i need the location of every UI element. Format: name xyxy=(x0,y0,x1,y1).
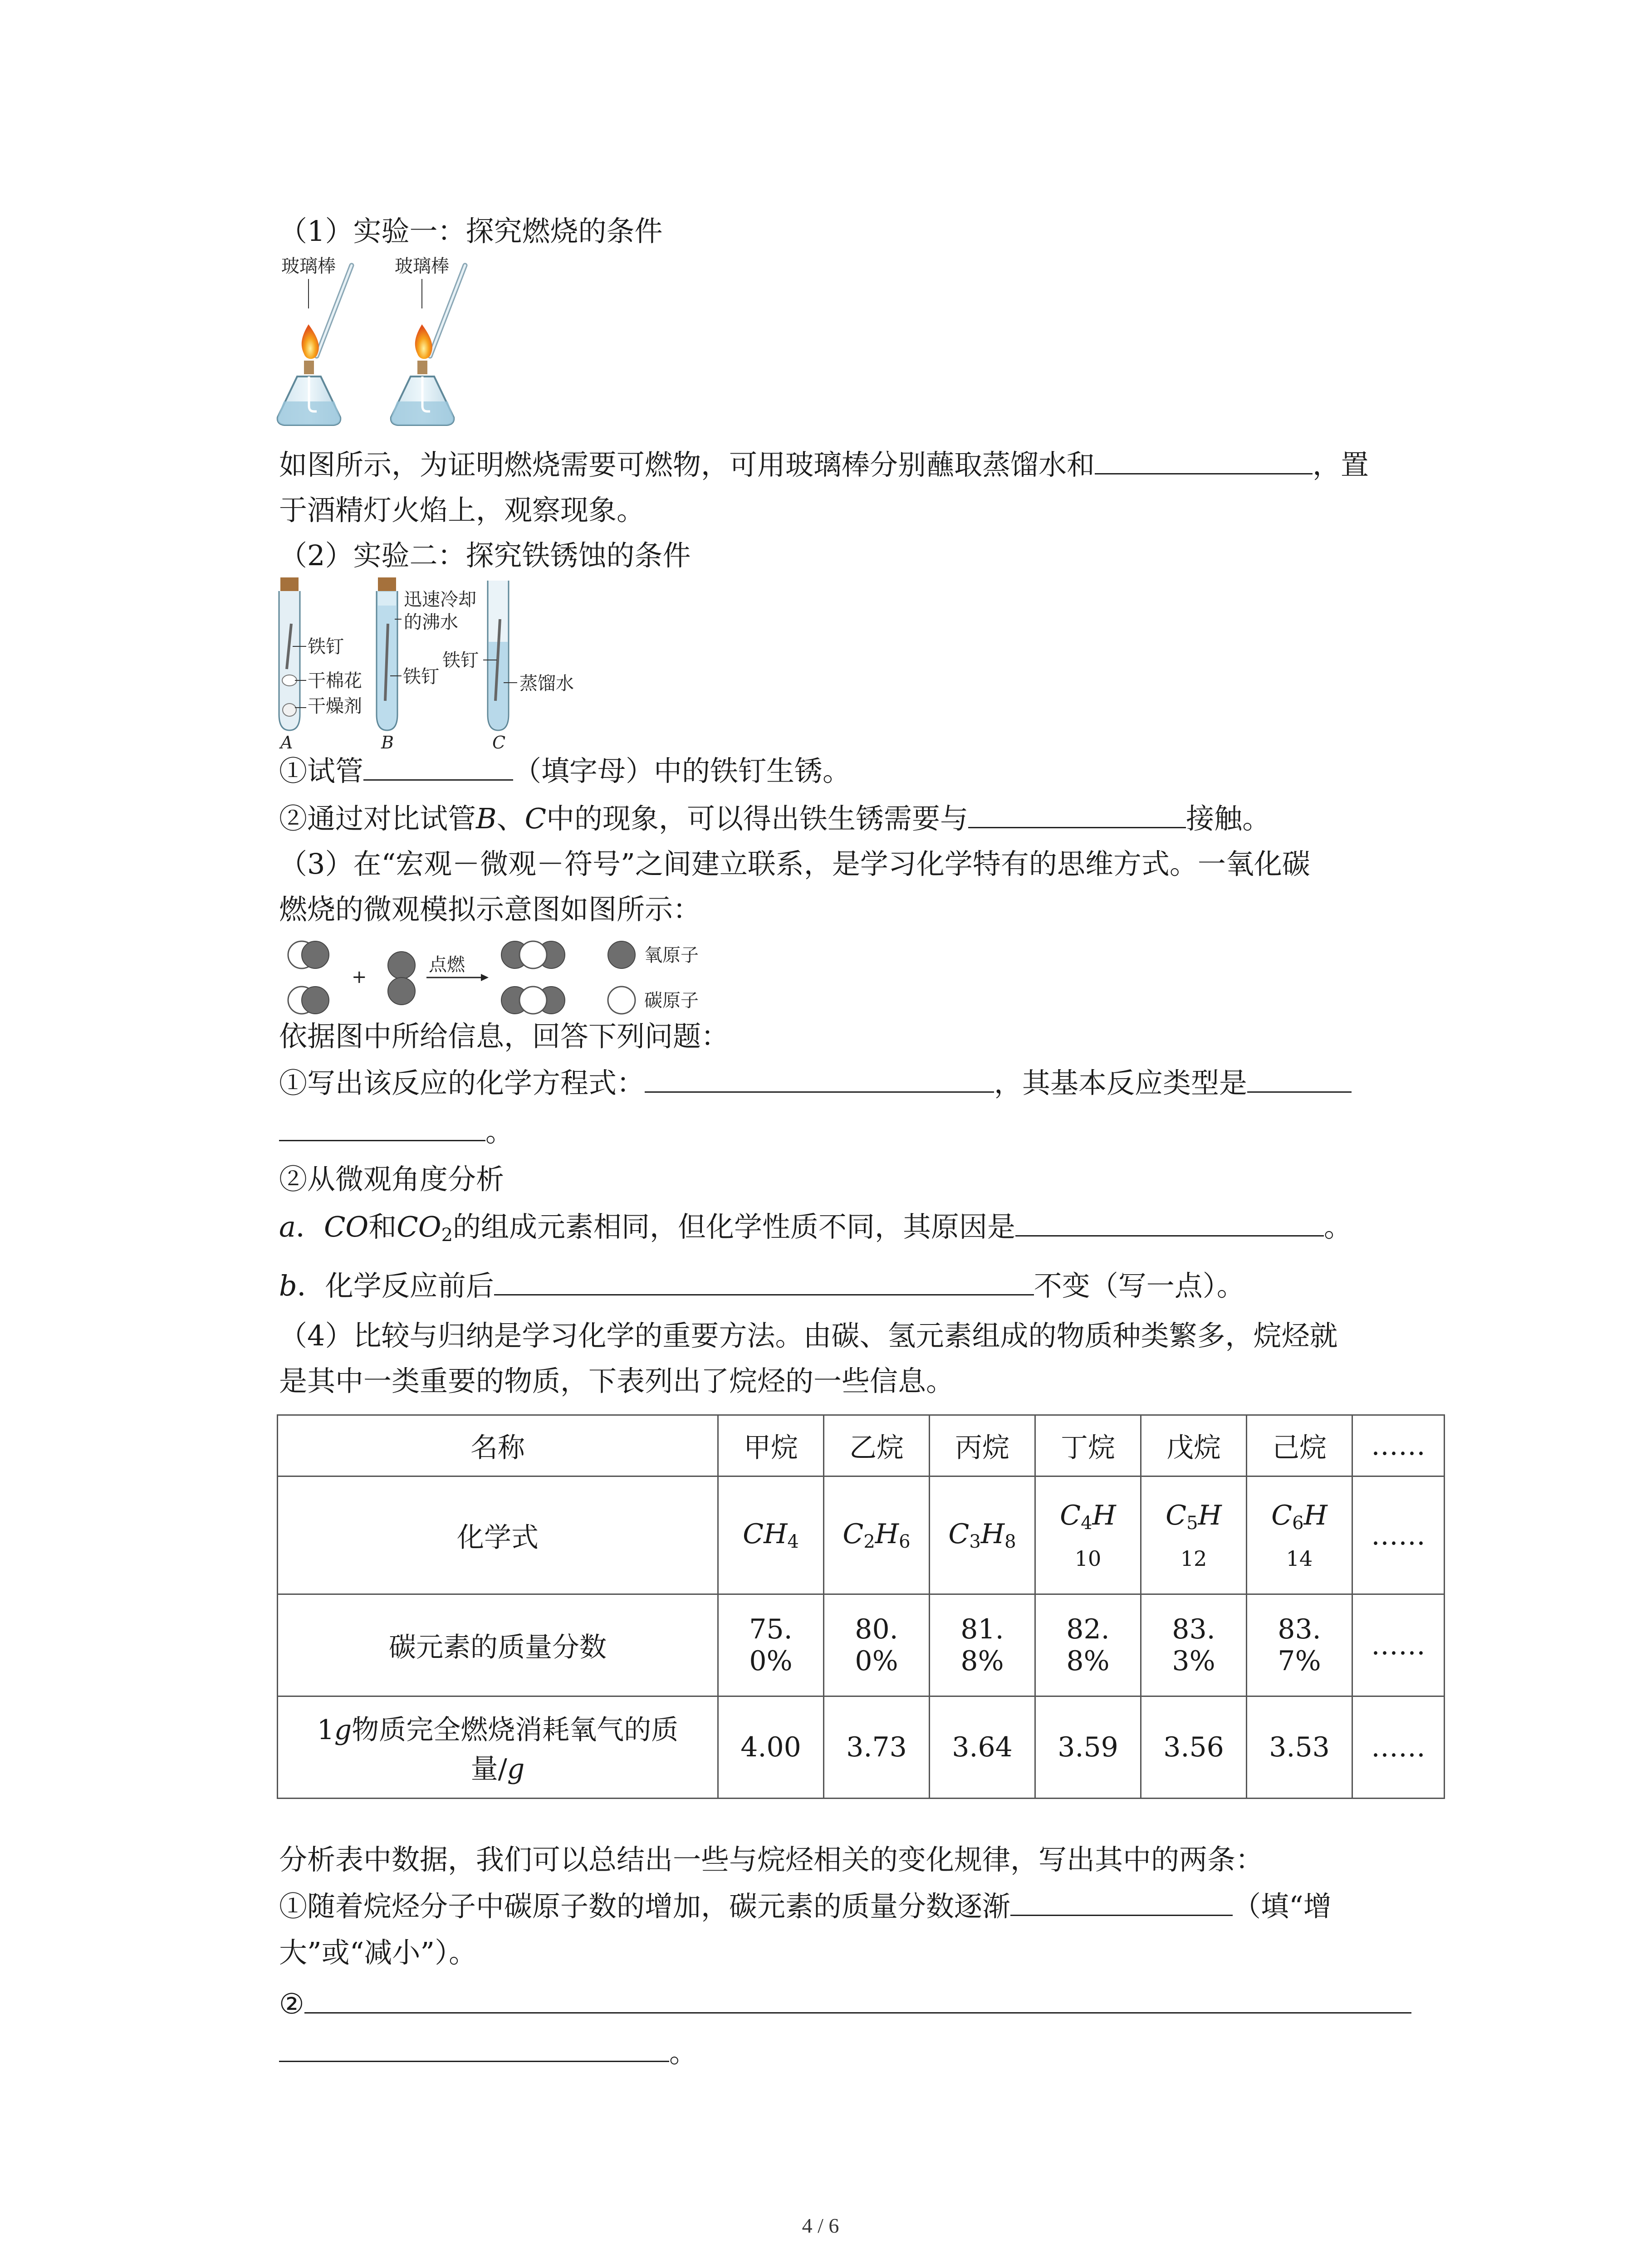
figure-alcohol-lamps xyxy=(272,252,508,442)
q4-rule-2-cont: 。 xyxy=(279,2034,697,2071)
row-label-formula: 化学式 xyxy=(278,1476,718,1594)
svg-text:干棉花: 干棉花 xyxy=(308,670,362,691)
q1-text-line-2: 于酒精灯火焰上，观察现象。 xyxy=(279,494,645,527)
table-row: 名称 甲烷 乙烷 丙烷 丁烷 戊烷 己烷 …… xyxy=(278,1415,1445,1476)
svg-text:干燥剂: 干燥剂 xyxy=(308,696,362,717)
svg-text:的沸水: 的沸水 xyxy=(404,612,458,633)
svg-text:碳原子: 碳原子 xyxy=(644,990,699,1011)
q3-sub2: ②从微观角度分析 xyxy=(279,1163,505,1196)
q2-sub2: ②通过对比试管B、C中的现象，可以得出铁生锈需要与 接触。 xyxy=(279,802,1271,835)
svg-text:B: B xyxy=(381,733,394,751)
svg-text:点燃: 点燃 xyxy=(429,954,465,975)
q2-sub2-blank[interactable] xyxy=(968,826,1186,828)
q4-line-2: 是其中一类重要的物质，下表列出了烷烃的一些信息。 xyxy=(279,1364,955,1398)
svg-text:铁钉: 铁钉 xyxy=(308,636,344,657)
q2-heading: （2）实验二：探究铁锈蚀的条件 xyxy=(279,539,691,572)
svg-text:+: + xyxy=(352,967,367,987)
formula-cell: $C_6H$ 14 xyxy=(1247,1476,1352,1594)
q3-sub1-cont: 。 xyxy=(279,1114,514,1150)
q3-invariant-blank[interactable] xyxy=(494,1294,1034,1295)
q1-heading: （1）实验一：探究燃烧的条件 xyxy=(279,215,663,248)
formula-cell: $C_3H_8$ xyxy=(930,1476,1035,1594)
q3-line-3: 依据图中所给信息，回答下列问题： xyxy=(279,1020,730,1053)
q4-line-1: （4）比较与归纳是学习化学的重要方法。由碳、氢元素组成的物质种类繁多，烷烃就 xyxy=(279,1319,1338,1352)
q3-reaction-type-blank-a[interactable] xyxy=(1247,1091,1352,1093)
formula-cell: $CH_4$ xyxy=(718,1476,824,1594)
svg-text:C: C xyxy=(492,733,506,751)
q3-equation-blank[interactable] xyxy=(645,1091,994,1093)
q3-sub2-b: b．化学反应前后 不变（写一点）。 xyxy=(279,1269,1245,1302)
svg-text:氧原子: 氧原子 xyxy=(644,945,699,966)
q4-rule-1-cont: 大”或“减小”）。 xyxy=(279,1936,477,1969)
table-row: 1g物质完全燃烧消耗氧气的质 量/g 4.00 3.73 3.64 3.59 3.56 3.53 …… xyxy=(278,1696,1445,1799)
svg-text:蒸馏水: 蒸馏水 xyxy=(519,673,574,694)
row-label-oxygen: 1g物质完全燃烧消耗氧气的质 量/g xyxy=(278,1696,718,1799)
figure-molecule-model xyxy=(274,932,733,1027)
row-label-name: 名称 xyxy=(278,1415,718,1476)
alkane-table xyxy=(277,1414,1445,1799)
q1-answer-blank[interactable] xyxy=(1095,473,1313,474)
q3-sub1: ①写出该反应的化学方程式： ，其基本反应类型是 xyxy=(279,1065,1352,1101)
q3-line-1: （3）在“宏观－微观－符号”之间建立联系，是学习化学特有的思维方式。一氧化碳 xyxy=(279,847,1310,880)
q2-sub1: ①试管 （填字母）中的铁钉生锈。 xyxy=(279,754,851,787)
svg-text:A: A xyxy=(280,733,293,751)
glass-rod-label-1: 玻璃棒 xyxy=(281,256,336,277)
q3-reason-blank[interactable] xyxy=(1015,1235,1324,1237)
page-number: 4 / 6 xyxy=(802,2214,839,2237)
q4-rule-1: ①随着烷烃分子中碳原子数的增加，碳元素的质量分数逐渐 （填“增 xyxy=(279,1890,1332,1923)
svg-text:迅速冷却: 迅速冷却 xyxy=(404,589,476,610)
table-row: 化学式 $CH_4$ $C_2H_6$ $C_3H_8$ $C_4H$ 10 $C_5H$ 12 $C_6H$ 14 …… xyxy=(278,1476,1445,1594)
q4-rule1-blank[interactable] xyxy=(1010,1914,1233,1916)
figure-test-tubes xyxy=(272,574,617,751)
q2-sub1-blank[interactable] xyxy=(363,779,513,781)
q4-rule2-blank-a[interactable] xyxy=(304,2012,1411,2014)
q3-sub2-a: a．CO和$CO_2$的组成元素相同，但化学性质不同，其原因是 。 xyxy=(279,1210,1352,1246)
q3-line-2: 燃烧的微观模拟示意图如图所示： xyxy=(279,893,701,926)
q4-analysis: 分析表中数据，我们可以总结出一些与烷烃相关的变化规律，写出其中的两条： xyxy=(279,1843,1264,1876)
row-label-mass-fraction: 碳元素的质量分数 xyxy=(278,1594,718,1696)
formula-cell: $C_5H$ 12 xyxy=(1141,1476,1247,1594)
formula-cell: $C_4H$ 10 xyxy=(1035,1476,1141,1594)
glass-rod-label-2: 玻璃棒 xyxy=(395,256,449,277)
svg-text:铁钉: 铁钉 xyxy=(403,666,439,687)
svg-text:铁钉: 铁钉 xyxy=(442,650,479,671)
q4-rule-2: ② xyxy=(279,1986,1411,2022)
q1-text-line-1: 如图所示，为证明燃烧需要可燃物，可用玻璃棒分别蘸取蒸馏水和 ，置 xyxy=(279,448,1369,481)
q3-reaction-type-blank-b[interactable] xyxy=(279,1139,485,1141)
table-row: 碳元素的质量分数 75. 0% 80. 0% 81. 8% 82. 8% 83. 3% 83. 7% …… xyxy=(278,1594,1445,1696)
formula-cell: $C_2H_6$ xyxy=(824,1476,930,1594)
q4-rule2-blank-b[interactable] xyxy=(279,2060,669,2062)
